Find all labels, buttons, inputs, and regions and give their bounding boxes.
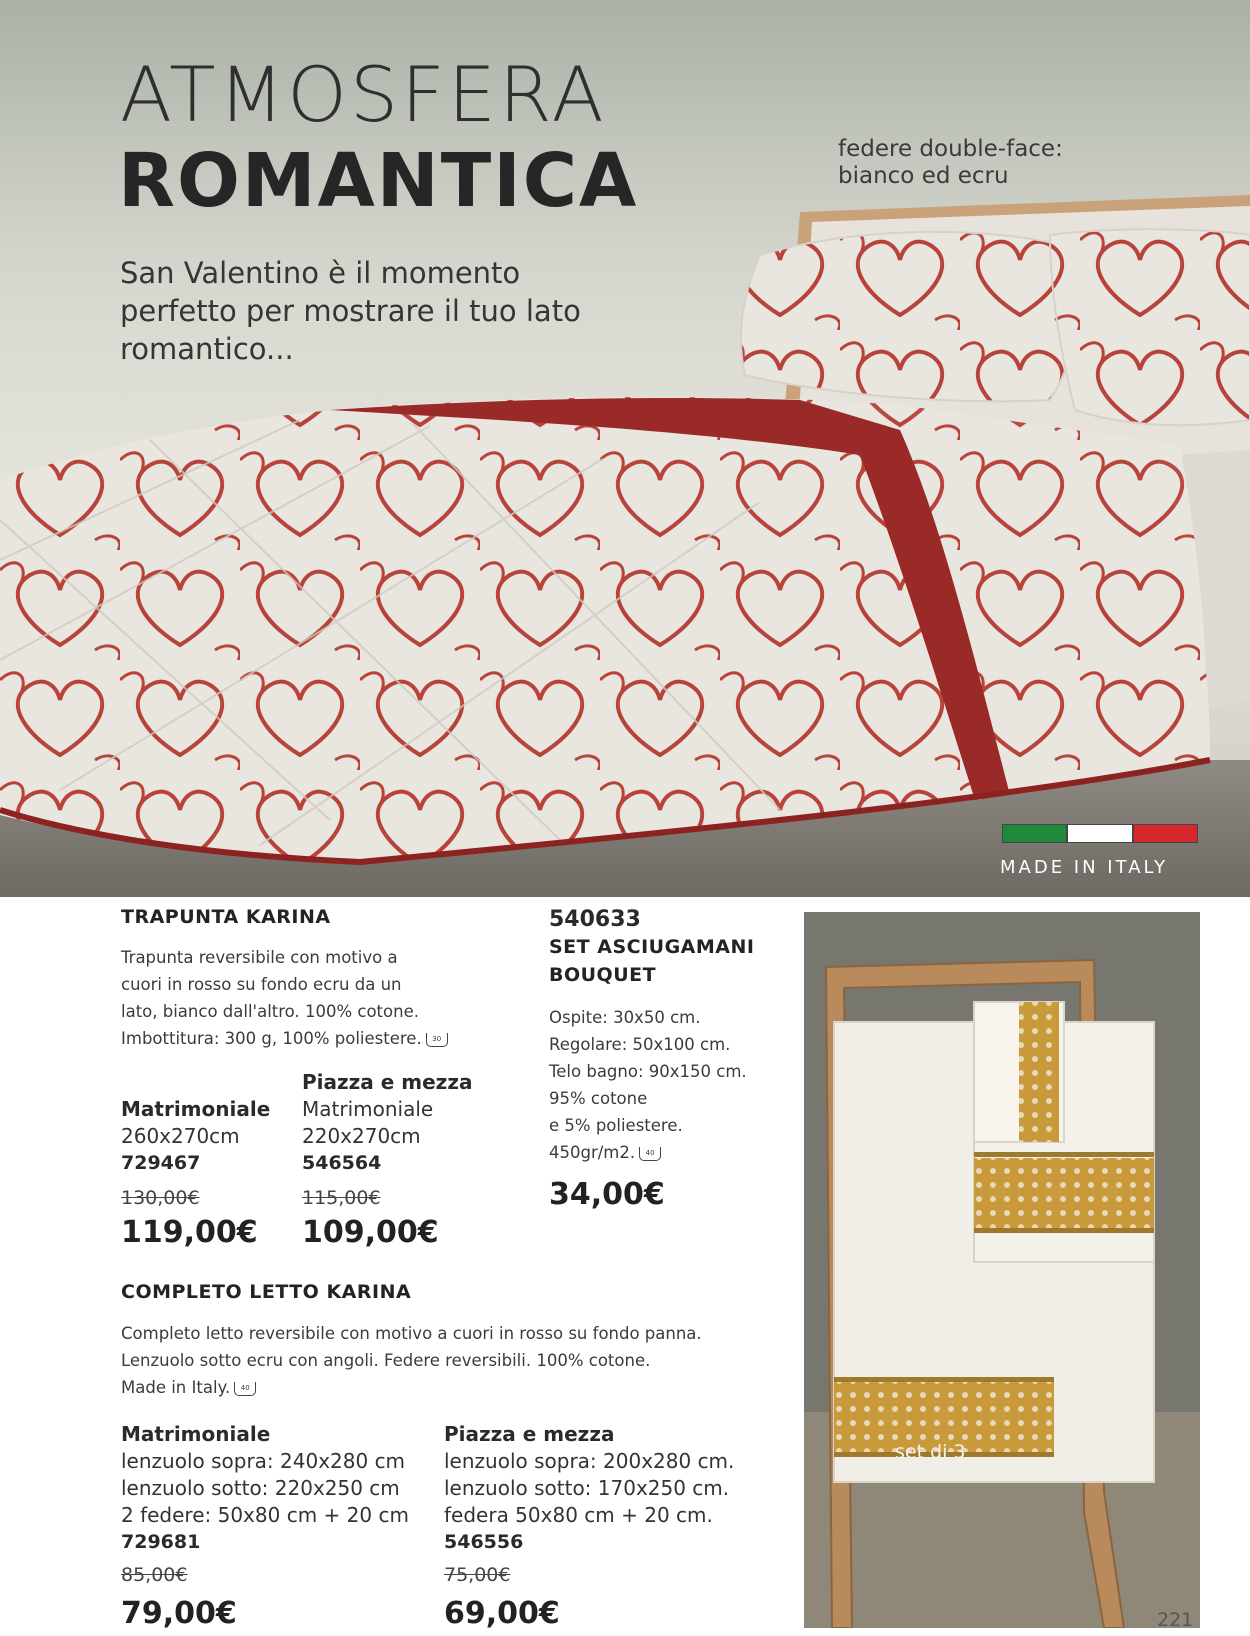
set-label: set di 3	[895, 1441, 966, 1463]
variant-line: lenzuolo sopra: 240x280 cm	[121, 1449, 406, 1473]
wash-40-icon: 40	[234, 1382, 256, 1396]
old-price: 75,00€	[444, 1564, 511, 1586]
trapunta-desc-line: cuori in rosso su fondo ecru da un	[121, 975, 402, 994]
trapunta-variant-piazza	[302, 1069, 502, 1253]
product-code: 546556	[444, 1531, 524, 1553]
variant-size: 260x270cm	[121, 1124, 240, 1148]
pillow-note-line2: bianco ed ecru	[838, 163, 1009, 189]
variant-title: Piazza e mezza	[302, 1070, 473, 1094]
trapunta-variant-matrimoniale	[121, 1096, 291, 1253]
variant-size-label: Matrimoniale	[121, 1097, 271, 1121]
product-code: 546564	[302, 1152, 382, 1174]
asciugamani-description	[549, 1004, 789, 1166]
completo-desc-line: Lenzuolo sotto ecru con angoli. Federe reversibili. 100% cotone.	[121, 1351, 651, 1370]
trapunta-desc-line	[121, 1025, 501, 1052]
price: 119,00€	[121, 1215, 258, 1250]
flag-stripe-green	[1002, 824, 1067, 843]
asciugamani-desc-text: 450gr/m2.	[549, 1143, 636, 1162]
trapunta-desc-text: Imbottitura: 300 g, 100% poliestere.	[121, 1029, 422, 1048]
variant-line: lenzuolo sotto: 170x250 cm.	[444, 1476, 730, 1500]
variant-title: Matrimoniale	[121, 1422, 271, 1446]
asciugamani-heading-line2: BOUQUET	[549, 964, 657, 986]
variant-size-label: Matrimoniale	[302, 1097, 434, 1121]
trapunta-section	[121, 906, 331, 928]
flag-stripe-red	[1133, 824, 1198, 843]
variant-line: 2 federe: 50x80 cm + 20 cm	[121, 1503, 409, 1527]
trapunta-heading: TRAPUNTA KARINA	[121, 906, 331, 928]
trapunta-desc-line: Trapunta reversibile con motivo a	[121, 948, 398, 967]
trapunta-desc-line: lato, bianco dall'altro. 100% cotone.	[121, 1002, 419, 1021]
page-number: 221	[1157, 1609, 1194, 1631]
wash-40-icon: 40	[639, 1147, 661, 1161]
flag-stripe-white	[1067, 824, 1132, 843]
asciugamani-heading-line1: SET ASCIUGAMANI	[549, 936, 755, 958]
product-code: 729681	[121, 1531, 201, 1553]
price: 79,00€	[121, 1596, 237, 1631]
product-code: 540633	[549, 907, 641, 932]
product-code: 729467	[121, 1152, 201, 1174]
hero-subtitle: San Valentino è il momento perfetto per mostrare il tuo lato romantico...	[120, 256, 581, 366]
towel-photo	[804, 912, 1200, 1628]
asciugamani-desc-line: Regolare: 50x100 cm.	[549, 1035, 731, 1054]
asciugamani-desc-line: Telo bagno: 90x150 cm.	[549, 1062, 747, 1081]
completo-desc-line: Completo letto reversibile con motivo a cuori in rosso su fondo panna.	[121, 1324, 702, 1343]
asciugamani-desc-line	[549, 1139, 789, 1166]
variant-title: Piazza e mezza	[444, 1422, 615, 1446]
variant-line: federa 50x80 cm + 20 cm.	[444, 1503, 713, 1527]
completo-desc-text: Made in Italy.	[121, 1378, 231, 1397]
price: 69,00€	[444, 1596, 560, 1631]
italian-flag-icon	[1002, 824, 1198, 843]
made-in-italy-badge: MADE IN ITALY	[1000, 857, 1169, 878]
variant-size: 220x270cm	[302, 1124, 421, 1148]
hero-title-line2: ROMANTICA	[118, 138, 639, 224]
hero-title-line1: ATMOSFERA	[120, 50, 607, 139]
asciugamani-desc-line: 95% cotone	[549, 1089, 648, 1108]
pillow-note-line1: federe double-face:	[838, 136, 1063, 162]
completo-description	[121, 1320, 771, 1401]
pillow-note	[838, 136, 1138, 190]
asciugamani-section	[549, 906, 789, 989]
towel-illustration	[804, 912, 1200, 1628]
completo-variant-matrimoniale	[121, 1421, 431, 1634]
asciugamani-desc-line: Ospite: 30x50 cm.	[549, 1008, 701, 1027]
variant-line: lenzuolo sopra: 200x280 cm.	[444, 1449, 735, 1473]
asciugamani-desc-line: e 5% poliestere.	[549, 1116, 683, 1135]
old-price: 130,00€	[121, 1187, 200, 1209]
variant-line: lenzuolo sotto: 220x250 cm	[121, 1476, 400, 1500]
old-price: 85,00€	[121, 1564, 188, 1586]
completo-variant-piazza	[444, 1421, 764, 1634]
trapunta-description	[121, 944, 501, 1052]
price: 109,00€	[302, 1215, 439, 1250]
completo-desc-line	[121, 1374, 771, 1401]
asciugamani-price: 34,00€	[549, 1177, 665, 1212]
wash-30-icon: 30	[426, 1033, 448, 1047]
old-price: 115,00€	[302, 1187, 381, 1209]
completo-heading: COMPLETO LETTO KARINA	[121, 1281, 412, 1303]
